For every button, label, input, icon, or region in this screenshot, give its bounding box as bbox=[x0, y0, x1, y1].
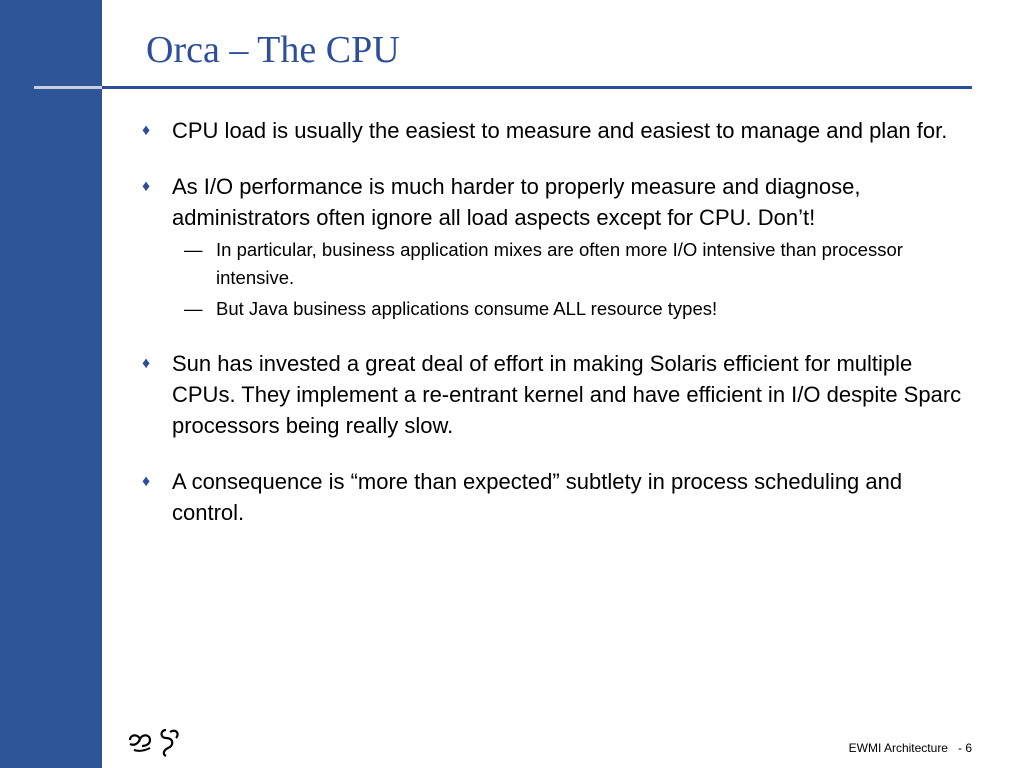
dash-bullet-icon: — bbox=[184, 298, 203, 319]
bullet-item bbox=[142, 171, 972, 323]
sub-bullet-item bbox=[142, 236, 972, 292]
page-number: - 6 bbox=[957, 741, 972, 755]
bullet-item bbox=[142, 466, 972, 528]
slide-body bbox=[142, 115, 972, 553]
title-rule bbox=[102, 86, 972, 89]
bullet-text: CPU load is usually the easiest to measure and easiest to manage and plan for. bbox=[172, 118, 948, 143]
bullet-text: As I/O performance is much harder to properly measure and diagnose, administrators often ignore all load aspects except for CPU. Don’t! bbox=[172, 174, 861, 230]
footer-label: EWMI Architecture bbox=[848, 741, 948, 755]
diamond-bullet-icon: ♦ bbox=[142, 122, 151, 139]
bullet-item bbox=[142, 115, 972, 146]
title-rule-left bbox=[34, 86, 102, 89]
sub-bullet-text: In particular, business application mixes are often more I/O intensive than processor intensive. bbox=[216, 239, 903, 288]
dash-bullet-icon: — bbox=[184, 239, 203, 260]
logo-icon bbox=[126, 726, 190, 758]
footer bbox=[849, 741, 972, 755]
slide-title: Orca – The CPU bbox=[146, 29, 400, 71]
sub-bullet-text: But Java business applications consume ALL resource types! bbox=[216, 298, 718, 319]
bullet-item bbox=[142, 348, 972, 441]
diamond-bullet-icon: ♦ bbox=[142, 355, 151, 372]
diamond-bullet-icon: ♦ bbox=[142, 178, 151, 195]
bullet-text: Sun has invested a great deal of effort in making Solaris efficient for multiple CPUs. They implement a re-entrant kernel and have efficient in I/O despite Sparc processors being really slow. bbox=[172, 351, 962, 438]
left-sidebar-band bbox=[0, 0, 102, 768]
bullet-text: A consequence is “more than expected” subtlety in process scheduling and control. bbox=[172, 469, 903, 525]
diamond-bullet-icon: ♦ bbox=[142, 473, 151, 490]
sub-bullet-item bbox=[142, 295, 972, 323]
sub-bullet-list bbox=[172, 236, 972, 323]
